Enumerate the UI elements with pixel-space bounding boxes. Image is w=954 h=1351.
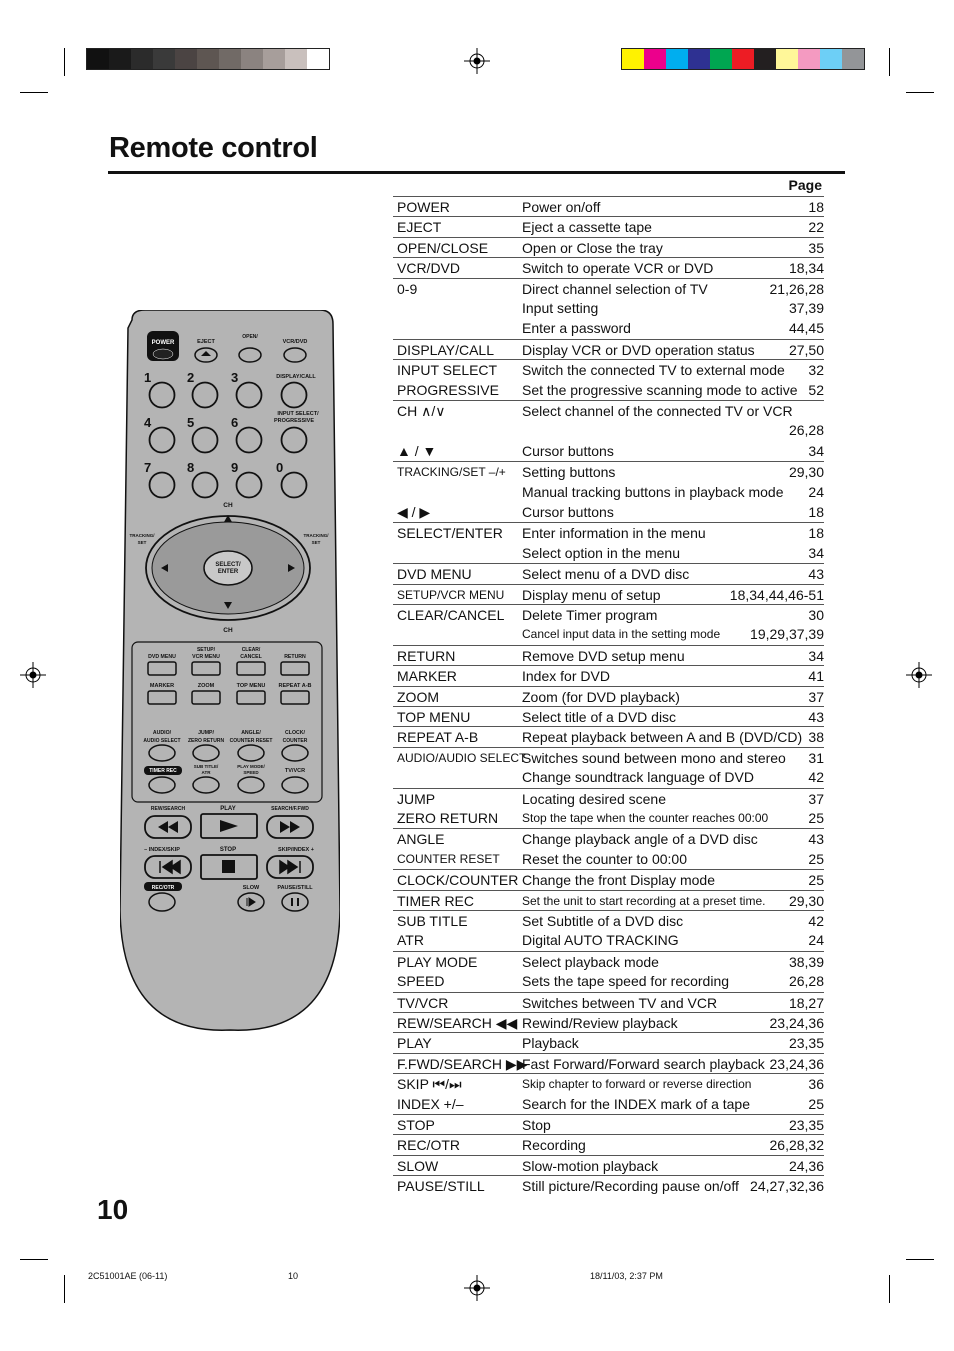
remote-label: 1 (144, 370, 152, 385)
color-swatch (87, 49, 109, 69)
function-name: SUB TITLE (397, 913, 468, 929)
page-reference: 18,34,44,46-51 (729, 586, 824, 603)
table-row (393, 482, 824, 502)
function-description: Enter information in the menu (522, 525, 706, 542)
remote-label: RETURN (284, 654, 306, 660)
function-name: ZOOM (397, 688, 439, 705)
table-row (393, 930, 824, 950)
function-name: COUNTER RESET (397, 851, 500, 866)
function-description: Switches sound between mono and stereo (522, 749, 786, 766)
page-reference: 42 (808, 769, 824, 786)
remote-label: 3 (231, 370, 239, 385)
function-name: INPUT SELECT (397, 362, 498, 379)
footer-code: 2C51001AE (06-11) (88, 1271, 168, 1281)
table-row (393, 992, 824, 1013)
function-name: ATR (397, 932, 424, 949)
remote-label: SEARCH/F.FWD (271, 806, 309, 812)
remote-label: ATR (201, 770, 211, 775)
page-title: Remote control (109, 132, 318, 164)
page-reference: 52 (808, 381, 824, 398)
function-name: AUDIO/AUDIO SELECT (397, 750, 527, 765)
table-row (393, 400, 824, 421)
color-swatch (842, 49, 864, 69)
color-swatch (776, 49, 798, 69)
table-row (393, 604, 824, 625)
remote-label: 7 (144, 460, 152, 475)
remote-label: TIMER REC (149, 768, 177, 774)
page-reference: 27,50 (788, 341, 824, 358)
remote-label: REW/SEARCH (150, 806, 186, 812)
table-row (393, 339, 824, 360)
function-description: Select channel of the connected TV or VCR (522, 403, 793, 419)
page-reference: 23,35 (788, 1035, 824, 1052)
page-reference: 34 (808, 647, 824, 664)
remote-label: VCR/DVD (282, 339, 308, 345)
crop-mark (64, 1275, 65, 1303)
page-reference: 29,30 (788, 464, 824, 481)
page-reference: 23,24,36 (769, 1055, 824, 1072)
table-row (393, 1032, 824, 1053)
crop-mark (64, 48, 65, 76)
stop-icon (222, 860, 235, 873)
remote-label: SET (137, 540, 147, 545)
color-swatch (622, 49, 644, 69)
page-reference: 26,28 (788, 422, 824, 439)
table-row (393, 1053, 824, 1074)
function-name: ◀ / ▶ (397, 504, 431, 520)
function-name: TIMER REC (397, 892, 474, 909)
remote-label: 5 (187, 415, 195, 430)
title-rule (108, 171, 845, 174)
page-reference: 31 (808, 749, 824, 766)
table-row (393, 237, 824, 258)
table-row (393, 318, 824, 338)
table-row (393, 1114, 824, 1135)
function-description: Rewind/Review playback (522, 1015, 678, 1031)
page-reference: 18 (808, 504, 824, 520)
remote-label: PLAY (220, 806, 236, 812)
remote-label: DVD MENU (148, 654, 176, 660)
page-reference: 23,35 (788, 1117, 824, 1133)
function-description: Open or Close the tray (522, 239, 663, 256)
color-swatch (241, 49, 263, 69)
function-description: Skip chapter to forward or reverse direction (522, 1077, 752, 1092)
page-reference: 21,26,28 (769, 280, 824, 297)
function-description: Cursor buttons (522, 504, 614, 520)
color-swatch (732, 49, 754, 69)
remote-label: SELECT/ (215, 562, 241, 568)
crop-mark (906, 1259, 934, 1260)
remote-label: 9 (231, 460, 239, 475)
page-reference: 24 (808, 483, 824, 500)
remote-label: 2 (187, 370, 195, 385)
remote-label: COUNTER (282, 738, 308, 744)
remote-label: SKIP/INDEX + (278, 847, 314, 853)
function-description: Eject a cassette tape (522, 219, 652, 236)
function-description: Playback (522, 1035, 579, 1052)
remote-label: 0 (276, 460, 284, 475)
function-name: ▲ / ▼ (397, 442, 437, 459)
remote-label: SLOW (242, 885, 260, 891)
table-row (393, 359, 824, 380)
registration-mark (464, 1275, 490, 1301)
function-name: POWER (397, 199, 450, 215)
table-row (393, 543, 824, 563)
function-description: Digital AUTO TRACKING (522, 932, 679, 949)
table-row (393, 665, 824, 686)
function-name: REC/OTR (397, 1137, 460, 1154)
remote-label: TRACKING/ (303, 533, 329, 538)
remote-label: AUDIO SELECT (143, 738, 181, 744)
remote-label: AUDIO/ (152, 730, 172, 736)
select-enter-button (204, 551, 252, 585)
remote-label: ZERO RETURN (187, 738, 225, 744)
page-reference: 38 (808, 729, 824, 746)
table-row (393, 890, 824, 911)
color-swatch (263, 49, 285, 69)
function-description: Stop (522, 1117, 551, 1133)
remote-label: – INDEX/SKIP (144, 847, 180, 853)
function-description: Change playback angle of a DVD disc (522, 831, 758, 848)
function-name: EJECT (397, 219, 442, 236)
function-name: JUMP (397, 790, 436, 807)
color-swatch (644, 49, 666, 69)
function-description: Cancel input data in the setting mode (522, 627, 721, 642)
table-row (393, 788, 824, 809)
color-swatch (219, 49, 241, 69)
table-row (393, 706, 824, 727)
page-reference: 25 (808, 850, 824, 867)
table-row (393, 624, 824, 644)
remote-label: STOP (219, 847, 237, 853)
remote-label: CLEAR/ (241, 647, 261, 653)
function-description: Enter a password (522, 320, 631, 337)
crop-mark (889, 48, 890, 76)
page-reference: 26,28 (788, 973, 824, 990)
function-description: Locating desired scene (522, 790, 666, 807)
function-description: Change the front Display mode (522, 872, 715, 889)
function-name: REPEAT A-B (397, 729, 479, 746)
function-name: MARKER (397, 668, 457, 685)
function-description: Display VCR or DVD operation status (522, 341, 755, 358)
table-row (393, 502, 824, 522)
table-row (393, 726, 824, 747)
remote-label: SETUP/ (196, 647, 216, 653)
page-reference: 43 (808, 709, 824, 725)
crop-mark (906, 92, 934, 93)
function-name: SKIP ⏮/⏭ (397, 1076, 462, 1093)
crop-mark (889, 1275, 890, 1303)
function-description: Cursor buttons (522, 442, 614, 459)
function-name: VCR/DVD (397, 260, 461, 277)
function-name: REW/SEARCH ◀◀ (397, 1015, 518, 1031)
page-reference: 44,45 (788, 320, 824, 337)
page-reference: 26,28,32 (769, 1137, 824, 1154)
table-row (393, 278, 824, 299)
remote-label: TRACKING/ (129, 533, 155, 538)
page-reference: 22 (808, 219, 824, 236)
remote-label: ANGLE/ (241, 730, 261, 736)
function-description: Setting buttons (522, 464, 616, 481)
function-description: Power on/off (522, 199, 601, 215)
function-name: CLOCK/COUNTER (397, 872, 519, 889)
function-description: Still picture/Recording pause on/off (522, 1178, 739, 1195)
remote-label: PLAY MODE/ (237, 764, 265, 769)
function-name: TOP MENU (397, 709, 471, 725)
page-reference: 18 (808, 199, 824, 215)
page-reference: 36 (808, 1076, 824, 1093)
function-name: PROGRESSIVE (397, 381, 499, 398)
table-row (393, 298, 824, 318)
table-row (393, 1155, 824, 1176)
remote-control-illustration (120, 310, 340, 1035)
remote-label: CH (223, 627, 233, 634)
table-row (393, 1012, 824, 1033)
remote-label: TOP MENU (236, 683, 266, 689)
function-description: Index for DVD (522, 668, 610, 685)
table-row (393, 808, 824, 828)
page-reference: 24,27,32,36 (750, 1178, 824, 1195)
page-reference: 18,34 (788, 260, 824, 277)
page-reference: 37,39 (788, 300, 824, 316)
remote-label: COUNTER RESET (229, 738, 273, 744)
function-description: Reset the counter to 00:00 (522, 850, 687, 867)
function-description: Change soundtrack language of DVD (522, 769, 754, 786)
registration-mark (464, 48, 490, 74)
page-reference: 25 (808, 872, 824, 889)
function-name: SELECT/ENTER (397, 525, 503, 542)
page-reference: 42 (808, 913, 824, 929)
page-reference: 41 (808, 668, 824, 685)
color-swatch (109, 49, 131, 69)
function-description: Remove DVD setup menu (522, 647, 685, 664)
page-reference: 38,39 (788, 953, 824, 970)
page-reference: 29,30 (788, 892, 824, 909)
remote-label: 4 (144, 415, 152, 430)
page-reference: 18,27 (788, 994, 824, 1011)
function-description: Set the progressive scanning mode to active (522, 381, 798, 398)
function-name: DVD MENU (397, 566, 472, 583)
remote-label: JUMP/ (198, 730, 214, 736)
function-description: Display menu of setup (522, 586, 661, 603)
page-reference: 19,29,37,39 (750, 626, 824, 643)
remote-label: PROGRESSIVE (273, 418, 315, 424)
function-name: PLAY MODE (397, 953, 478, 970)
table-row (393, 951, 824, 972)
function-name: TV/VCR (397, 994, 449, 1011)
page-number: 10 (97, 1194, 129, 1225)
table-row (393, 1073, 824, 1094)
page-reference: 37 (808, 790, 824, 807)
remote-label: POWER (151, 340, 175, 346)
color-calibration-bar (621, 48, 865, 70)
function-description: Switch to operate VCR or DVD (522, 260, 714, 277)
page-reference: 43 (808, 566, 824, 583)
function-description: Set the unit to start recording at a preset time. (522, 893, 766, 908)
function-name: 0-9 (397, 280, 418, 297)
function-description: Sets the tape speed for recording (522, 973, 730, 990)
function-name: INDEX +/– (397, 1095, 464, 1112)
table-row (393, 645, 824, 666)
remote-label: ZOOM (197, 683, 215, 689)
table-row (393, 1134, 824, 1155)
table-row (393, 849, 824, 869)
remote-label: CLOCK/ (285, 730, 305, 736)
page-reference: 34 (808, 442, 824, 459)
function-name: SETUP/VCR MENU (397, 587, 505, 602)
color-swatch (798, 49, 820, 69)
page-reference: 18 (808, 525, 824, 542)
remote-label: 6 (231, 415, 239, 430)
function-description: Slow-motion playback (522, 1157, 659, 1174)
table-row (393, 257, 824, 278)
function-name: SPEED (397, 973, 445, 990)
function-name: STOP (397, 1117, 435, 1133)
table-row (393, 522, 824, 543)
page-reference: 35 (808, 239, 824, 256)
page-reference: 24 (808, 932, 824, 949)
table-row (393, 563, 824, 584)
remote-label: MARKER (149, 683, 175, 689)
function-description: Delete Timer program (522, 607, 658, 623)
color-swatch (285, 49, 307, 69)
remote-label: SUB TITLE/ (193, 764, 219, 769)
function-description: Repeat playback between A and B (DVD/CD) (522, 729, 803, 746)
function-description: Input setting (522, 300, 599, 316)
color-swatch (307, 49, 329, 69)
function-description: Select option in the menu (522, 544, 680, 561)
table-row (393, 869, 824, 890)
crop-mark (20, 1259, 48, 1260)
remote-label: REPEAT A-B (278, 683, 312, 689)
remote-label: PAUSE/STILL (277, 885, 313, 891)
function-name: RETURN (397, 647, 456, 664)
function-name: DISPLAY/CALL (397, 341, 495, 358)
footer-timestamp: 18/11/03, 2:37 PM (590, 1271, 663, 1281)
page-reference: 23,24,36 (769, 1015, 824, 1031)
function-description: Manual tracking buttons in playback mode (522, 483, 784, 500)
function-name: OPEN/CLOSE (397, 239, 489, 256)
remote-label: ENTER (217, 569, 239, 575)
function-description: Select playback mode (522, 953, 659, 970)
function-description: Fast Forward/Forward search playback (522, 1055, 765, 1072)
table-row (393, 767, 824, 787)
function-name: CLEAR/CANCEL (397, 607, 505, 623)
page-reference: 34 (808, 544, 824, 561)
page-reference: 43 (808, 831, 824, 848)
function-description: Switch the connected TV to external mode (522, 362, 785, 379)
remote-label: DISPLAY/CALL (276, 374, 316, 380)
remote-label: SET (311, 540, 321, 545)
function-description: Select title of a DVD disc (522, 709, 677, 725)
function-description: Search for the INDEX mark of a tape (522, 1095, 750, 1112)
function-name: ANGLE (397, 831, 445, 848)
table-row (393, 971, 824, 991)
remote-label: CH (223, 502, 233, 509)
table-row (393, 461, 824, 482)
table-row (393, 828, 824, 849)
page-reference: 32 (808, 362, 824, 379)
page-reference: 25 (808, 810, 824, 826)
color-swatch (710, 49, 732, 69)
table-row (393, 420, 824, 440)
table-row (393, 1175, 824, 1196)
table-row (393, 441, 824, 461)
color-swatch (131, 49, 153, 69)
registration-mark (20, 662, 46, 688)
color-swatch (666, 49, 688, 69)
table-row (393, 380, 824, 400)
page-column-header: Page (788, 177, 822, 193)
table-row (393, 216, 824, 237)
power-button-cap (153, 349, 173, 359)
remote-label: TV/VCR (284, 768, 306, 774)
page-reference: 30 (808, 607, 824, 623)
crop-mark (20, 92, 48, 93)
function-name: F.FWD/SEARCH ▶▶ (397, 1055, 528, 1072)
remote-label: SPEED (243, 770, 259, 775)
page-reference: 25 (808, 1095, 824, 1112)
color-swatch (175, 49, 197, 69)
function-description: Set Subtitle of a DVD disc (522, 913, 684, 929)
function-description: Zoom (for DVD playback) (522, 688, 680, 705)
remote-label: 8 (187, 460, 195, 475)
color-swatch (688, 49, 710, 69)
table-row (393, 910, 824, 931)
function-description: Stop the tape when the counter reaches 00:00 (522, 811, 769, 825)
remote-label: INPUT SELECT/ (277, 411, 319, 417)
remote-label: REC/OTR (151, 885, 175, 891)
page-reference: 24,36 (788, 1157, 824, 1174)
color-swatch (197, 49, 219, 69)
function-name: ZERO RETURN (397, 810, 499, 826)
remote-label: VCR MENU (192, 654, 220, 660)
table-row (393, 196, 824, 217)
color-swatch (153, 49, 175, 69)
table-row (393, 686, 824, 707)
color-swatch (820, 49, 842, 69)
page-reference: 37 (808, 688, 824, 705)
remote-label: EJECT (197, 339, 215, 345)
function-name: CH ∧/∨ (397, 403, 446, 419)
table-row (393, 1094, 824, 1114)
function-name: TRACKING/SET –/+ (397, 465, 506, 480)
function-name: PLAY (397, 1035, 432, 1052)
remote-label: CANCEL (240, 654, 262, 660)
footer-page: 10 (288, 1271, 299, 1281)
function-description: Switches between TV and VCR (522, 994, 718, 1011)
table-row (393, 584, 824, 605)
remote-label: OPEN/ (242, 334, 258, 340)
function-description: Recording (522, 1137, 586, 1154)
function-name: SLOW (397, 1157, 439, 1174)
function-description: Direct channel selection of TV (522, 280, 708, 297)
grayscale-calibration-bar (86, 48, 330, 70)
function-name: PAUSE/STILL (397, 1178, 485, 1195)
color-swatch (754, 49, 776, 69)
registration-mark (906, 662, 932, 688)
table-row (393, 747, 824, 768)
function-description: Select menu of a DVD disc (522, 566, 690, 583)
